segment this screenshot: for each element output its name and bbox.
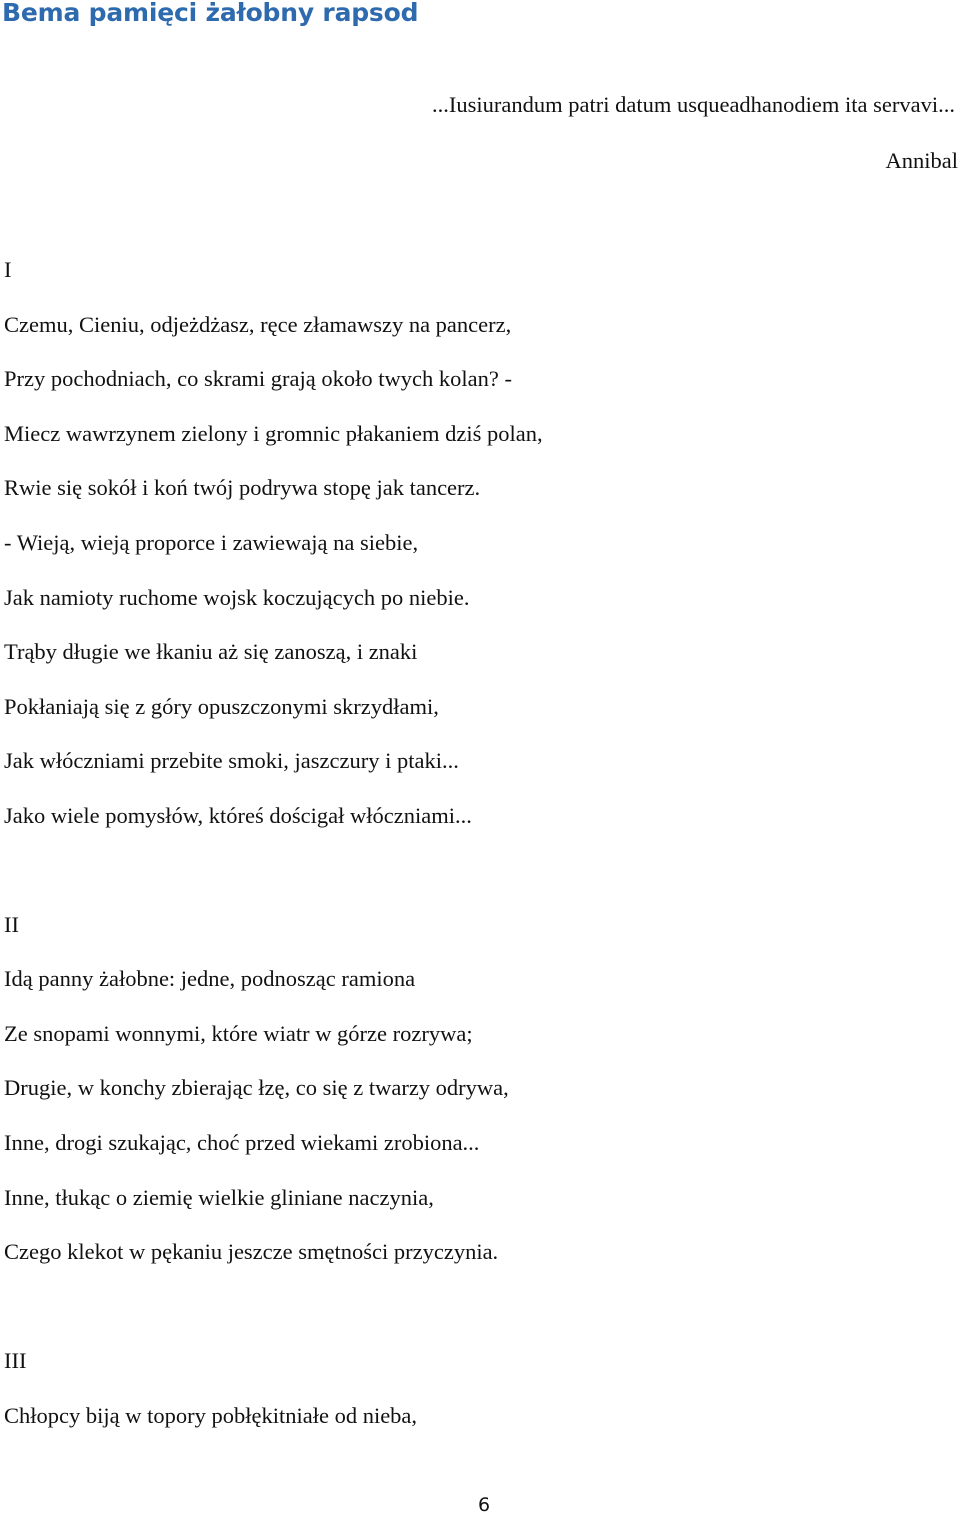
poem-line: Trąby długie we łkaniu aż się zanoszą, i znaki <box>4 639 418 664</box>
poem-line: Jako wiele pomysłów, któreś dościgał włóczniami... <box>4 803 472 828</box>
poem-line: Inne, drogi szukając, choć przed wiekami zrobiona... <box>4 1130 480 1155</box>
page-number: 6 <box>477 1494 491 1516</box>
epigraph-author: Annibal <box>885 148 958 173</box>
poem-line: - Wieją, wieją proporce i zawiewają na siebie, <box>4 530 419 555</box>
poem-line: Rwie się sokół i koń twój podrywa stopę jak tancerz. <box>4 475 481 500</box>
poem-line: Przy pochodniach, co skrami grają około twych kolan? - <box>4 366 512 391</box>
document-title: Bema pamięci żałobny rapsod <box>2 0 419 27</box>
poem-line: Pokłaniają się z góry opuszczonymi skrzydłami, <box>4 694 439 719</box>
poem-line: Idą panny żałobne: jedne, podnosząc ramiona <box>4 966 416 991</box>
poem-line: Ze snopami wonnymi, które wiatr w górze rozrywa; <box>4 1021 473 1046</box>
poem-line: Miecz wawrzynem zielony i gromnic płakaniem dziś polan, <box>4 421 543 446</box>
poem-line: Chłopcy biją w topory pobłękitniałe od nieba, <box>4 1403 418 1428</box>
poem-line: Drugie, w konchy zbierając łzę, co się z twarzy odrywa, <box>4 1075 509 1100</box>
epigraph-quote: ...Iusiurandum patri datum usqueadhanodiem ita servavi... <box>432 92 955 117</box>
poem-line: Jak włóczniami przebite smoki, jaszczury i ptaki... <box>4 748 459 773</box>
poem-line: Czego klekot w pękaniu jeszcze smętności przyczynia. <box>4 1239 499 1264</box>
section-numeral: II <box>4 912 19 937</box>
poem-line: Jak namioty ruchome wojsk koczujących po niebie. <box>4 585 470 610</box>
poem-line: Inne, tłukąc o ziemię wielkie gliniane naczynia, <box>4 1185 434 1210</box>
poem-line: Czemu, Cieniu, odjeżdżasz, ręce złamawszy na pancerz, <box>4 312 512 337</box>
section-numeral: I <box>4 257 12 282</box>
section-numeral: III <box>4 1348 27 1373</box>
